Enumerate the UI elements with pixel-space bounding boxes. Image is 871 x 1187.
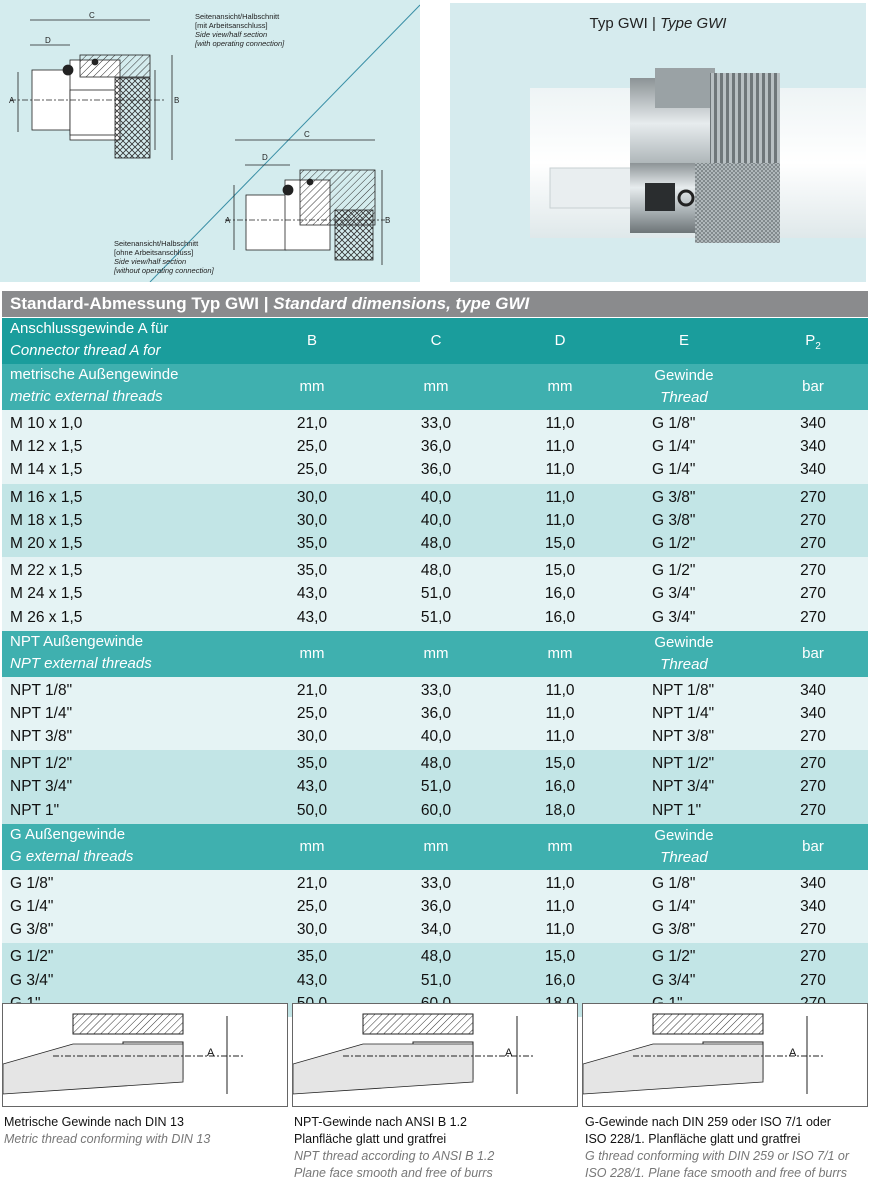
header-e: E [678,332,689,349]
cell-c: 33,0 [420,681,452,699]
cell-b: 35,0 [296,948,328,966]
unit-e [610,631,758,677]
cell-p2: 270 [800,511,826,529]
cell-b: 43,0 [296,778,328,796]
technical-drawing-panel [0,0,420,282]
unit-c: mm [423,837,449,855]
footnote-line: ISO 228/1. Planfläche glatt und gratfrei [585,1132,801,1146]
row-group [2,557,868,631]
cell-e: NPT 1/4" [652,704,715,722]
table-row [2,435,868,458]
row-group [2,677,868,751]
table-row [2,412,868,435]
section-title-de: NPT Außengewinde [10,632,144,650]
cell-thread: M 20 x 1,5 [10,534,83,552]
cell-c: 48,0 [420,562,452,580]
cell-e: NPT 1" [652,801,702,819]
table-row [2,945,868,968]
table-row [2,458,868,481]
cell-thread: M 22 x 1,5 [10,562,83,580]
cell-thread: NPT 3/8" [10,728,73,746]
cell-thread: M 12 x 1,5 [10,438,83,456]
cell-b: 21,0 [296,681,328,699]
table-row [2,752,868,775]
cell-b: 30,0 [296,921,328,939]
caption-de: Seitenansicht/Halbschnitt [195,12,280,21]
cell-thread: M 16 x 1,5 [10,488,83,506]
header-p-sub: 2 [815,341,821,352]
cell-b: 35,0 [296,534,328,552]
metric-thread-diagram [3,1004,288,1107]
cell-thread: G 3/8" [10,921,54,939]
table-row [2,532,868,555]
cell-d: 16,0 [544,608,576,626]
unit-e [610,824,758,870]
dim-label-d-2: D [262,153,268,162]
header-p2 [758,318,868,364]
unit-e-en: Thread [660,848,708,866]
cell-e: NPT 1/2" [652,755,715,773]
cell-c: 40,0 [420,511,452,529]
cell-b: 21,0 [296,874,328,892]
caption-en: Side view/half section [114,257,187,266]
caption-with-connection [195,12,284,48]
cell-d: 16,0 [544,971,576,989]
unit-e-en: Thread [660,389,708,406]
table-row [2,872,868,895]
cell-d: 11,0 [545,728,575,746]
cell-thread: G 1/8" [10,874,54,892]
footnote-line: Metrische Gewinde nach DIN 13 [4,1115,184,1129]
section-title-en: NPT external threads [10,654,152,672]
unit-c: mm [423,378,449,395]
dim-a: A [207,1047,215,1059]
cell-thread: M 14 x 1,5 [10,461,83,479]
table-title-separator: | [259,294,274,313]
coupling-product-image [450,3,866,282]
cell-e: G 3/8" [652,488,696,506]
cell-e: G 3/4" [652,608,696,626]
cell-d: 11,0 [545,511,575,529]
thread-diagram-npt [292,1003,578,1107]
table-row [2,702,868,725]
photo-title [450,15,866,32]
section-title-de: G Außengewinde [10,825,126,843]
cell-e: NPT 1/8" [652,681,715,699]
cell-c: 48,0 [420,534,452,552]
cell-p2: 270 [800,534,826,552]
cell-c: 33,0 [420,415,452,432]
cell-b: 43,0 [296,608,328,626]
footnote-line-en: G thread conforming with DIN 259 or ISO 7/1 or [585,1149,850,1163]
cell-d: 11,0 [545,461,575,479]
cell-e: G 3/4" [652,585,696,603]
cell-d: 11,0 [545,681,575,699]
table-row [2,509,868,532]
cell-e: G 1/2" [652,534,696,552]
top-illustrations [0,0,871,287]
table-row [2,969,868,992]
cell-d: 11,0 [545,898,575,915]
cell-b: 30,0 [296,728,328,746]
cell-p2: 270 [800,585,826,603]
cell-c: 36,0 [420,461,452,479]
dim-label-b-2: B [385,216,391,225]
cell-thread: G 1/2" [10,948,54,966]
cell-d: 15,0 [544,562,576,580]
cell-p2: 270 [800,778,826,796]
cell-b: 25,0 [296,704,328,722]
cell-e: G 1/2" [652,562,696,580]
cell-thread: M 26 x 1,5 [10,608,83,626]
unit-p2: bar [802,837,824,855]
cell-p2: 340 [800,681,826,699]
table-title-en: Standard dimensions, type GWI [273,294,530,313]
cell-d: 11,0 [545,874,575,892]
cell-d: 15,0 [544,948,576,966]
dim-label-a-2: A [225,216,231,225]
cell-e: NPT 3/4" [652,778,715,796]
section-header [2,824,868,870]
cell-b: 43,0 [296,585,328,603]
cell-p2: 270 [800,562,826,580]
unit-e-de: Gewinde [654,633,714,651]
cell-c: 51,0 [420,585,452,603]
cell-d: 11,0 [545,438,575,456]
cell-c: 34,0 [420,921,452,939]
cell-d: 11,0 [545,415,575,432]
section-header [2,364,868,410]
dim-label-a: A [9,96,15,105]
cell-b: 50,0 [296,801,328,819]
table-title-de: Standard-Abmessung Typ GWI [10,294,260,313]
section-title-de: metrische Außengewinde [10,366,179,383]
cell-b: 25,0 [296,438,328,456]
cell-thread: M 10 x 1,0 [10,415,83,432]
footnote-line-en: Plane face smooth and free of burrs [294,1166,493,1180]
section-title [2,824,262,870]
cell-c: 36,0 [420,438,452,456]
table-row [2,679,868,702]
cell-e: G 1/8" [652,874,696,892]
table-row [2,486,868,509]
cell-thread: NPT 1" [10,801,60,819]
row-group [2,870,868,944]
cell-thread: M 24 x 1,5 [10,585,83,603]
caption-without-connection [114,239,214,275]
row-group [2,750,868,824]
header-p: P [805,332,816,349]
cell-b: 35,0 [296,755,328,773]
cell-c: 60,0 [420,801,452,819]
header-d: D [554,332,566,349]
cell-b: 30,0 [296,511,328,529]
footnote-g [585,1114,869,1182]
table-header-row [2,318,868,364]
cell-e: G 3/8" [652,921,696,939]
cell-p2: 340 [800,438,826,456]
unit-e-de: Gewinde [654,367,714,384]
cell-b: 43,0 [296,971,328,989]
cell-e: G 3/8" [652,511,696,529]
caption-de: Seitenansicht/Halbschnitt [114,239,199,248]
cell-thread: NPT 3/4" [10,778,73,796]
table-row [2,559,868,582]
cell-p2: 340 [800,704,826,722]
footnote-line-en: Metric thread conforming with DIN 13 [4,1132,211,1146]
cell-p2: 340 [800,898,826,915]
cell-p2: 270 [800,801,826,819]
caption-en: Side view/half section [195,30,268,39]
cell-thread: NPT 1/4" [10,704,73,722]
cell-c: 40,0 [420,728,452,746]
cell-p2: 270 [800,488,826,506]
unit-e-de: Gewinde [654,826,714,844]
cell-p2: 270 [800,608,826,626]
cell-c: 48,0 [420,755,452,773]
cell-c: 51,0 [420,971,452,989]
cell-c: 36,0 [420,704,452,722]
table-row [2,799,868,822]
unit-d: mm [547,378,573,395]
footnote-line: Planfläche glatt und gratfrei [294,1132,447,1146]
dim-label-c: C [89,11,95,20]
cell-b: 35,0 [296,562,328,580]
cell-d: 18,0 [544,801,576,819]
footnote-line-en: NPT thread according to ANSI B 1.2 [294,1149,495,1163]
cell-b: 30,0 [296,488,328,506]
g-thread-diagram [583,1004,868,1107]
unit-b: mm [299,644,325,662]
cell-p2: 340 [800,415,826,432]
cell-d: 11,0 [545,921,575,939]
table-row [2,582,868,605]
section-header [2,631,868,677]
unit-d: mm [547,644,573,662]
cell-d: 11,0 [545,488,575,506]
cell-e: G 1/8" [652,415,696,432]
cell-b: 25,0 [296,461,328,479]
table-sections [2,364,868,1017]
unit-d: mm [547,837,573,855]
cell-thread: M 18 x 1,5 [10,511,83,529]
photo-title-de: Typ GWI [589,15,648,32]
table-row [2,725,868,748]
cell-thread: NPT 1/2" [10,755,73,773]
cell-c: 33,0 [420,874,452,892]
caption-de-2: [ohne Arbeitsanschluss] [114,248,194,257]
cell-c: 51,0 [420,778,452,796]
cell-e: G 1/2" [652,948,696,966]
dim-label-b: B [174,96,180,105]
section-title-en: G external threads [10,847,134,865]
cell-c: 40,0 [420,488,452,506]
unit-b: mm [299,837,325,855]
cell-p2: 270 [800,948,826,966]
cell-thread: NPT 1/8" [10,681,73,699]
photo-title-en: Type GWI [660,15,727,32]
cell-p2: 270 [800,921,826,939]
cell-e: G 1/4" [652,461,696,479]
cell-p2: 340 [800,874,826,892]
section-title [2,631,262,677]
section-title [2,364,262,410]
footnote-line-en: ISO 228/1. Plane face smooth and free of burrs [585,1166,847,1180]
unit-e [610,364,758,410]
cell-d: 15,0 [544,755,576,773]
caption-de-2: [mit Arbeitsanschluss] [195,21,268,30]
dimensions-table [2,318,868,1017]
cell-e: G 1/4" [652,898,696,915]
cell-c: 48,0 [420,948,452,966]
npt-thread-diagram [293,1004,578,1107]
thread-diagram-g [582,1003,868,1107]
product-photo-panel [450,3,866,282]
dim-label-d: D [45,36,51,45]
table-row [2,606,868,629]
footnote-line: NPT-Gewinde nach ANSI B 1.2 [294,1115,468,1129]
cell-thread: G 1/4" [10,898,54,915]
thread-diagram-metric [2,1003,288,1107]
cell-d: 15,0 [544,534,576,552]
caption-en-2: [with operating connection] [195,39,285,48]
cell-d: 16,0 [544,585,576,603]
unit-b: mm [299,378,325,395]
cell-c: 36,0 [420,898,452,915]
table-row [2,895,868,918]
header-connector-thread-en: Connector thread A for [10,342,161,359]
cell-thread: G 3/4" [10,971,54,989]
footnote-line: G-Gewinde nach DIN 259 oder ISO 7/1 oder [585,1115,831,1129]
header-connector-thread [2,318,262,364]
table-row [2,775,868,798]
dim-a: A [789,1047,797,1059]
footnote-npt [294,1114,578,1182]
header-c: C [430,332,442,349]
cell-p2: 270 [800,971,826,989]
footnote-metric [4,1114,288,1148]
cell-e: G 1/4" [652,438,696,456]
unit-c: mm [423,644,449,662]
table-row [2,918,868,941]
unit-p2: bar [802,644,824,662]
row-group [2,484,868,558]
dim-a: A [505,1047,513,1059]
cell-d: 16,0 [544,778,576,796]
header-connector-thread-de: Anschlussgewinde A für [10,320,169,337]
section-title-en: metric external threads [10,388,163,405]
header-b: B [306,332,317,349]
cell-p2: 270 [800,728,826,746]
dim-label-c-2: C [304,130,310,139]
cell-p2: 340 [800,461,826,479]
photo-title-separator: | [647,15,661,32]
cell-b: 25,0 [296,898,328,915]
cell-p2: 270 [800,755,826,773]
table-title-bar [2,291,868,317]
unit-p2: bar [802,378,824,395]
cell-b: 21,0 [296,415,328,432]
cell-c: 51,0 [420,608,452,626]
cell-d: 11,0 [545,704,575,722]
unit-e-en: Thread [660,655,708,673]
row-group [2,410,868,484]
cell-e: NPT 3/8" [652,728,715,746]
cell-e: G 3/4" [652,971,696,989]
caption-en-2: [without operating connection] [114,266,214,275]
